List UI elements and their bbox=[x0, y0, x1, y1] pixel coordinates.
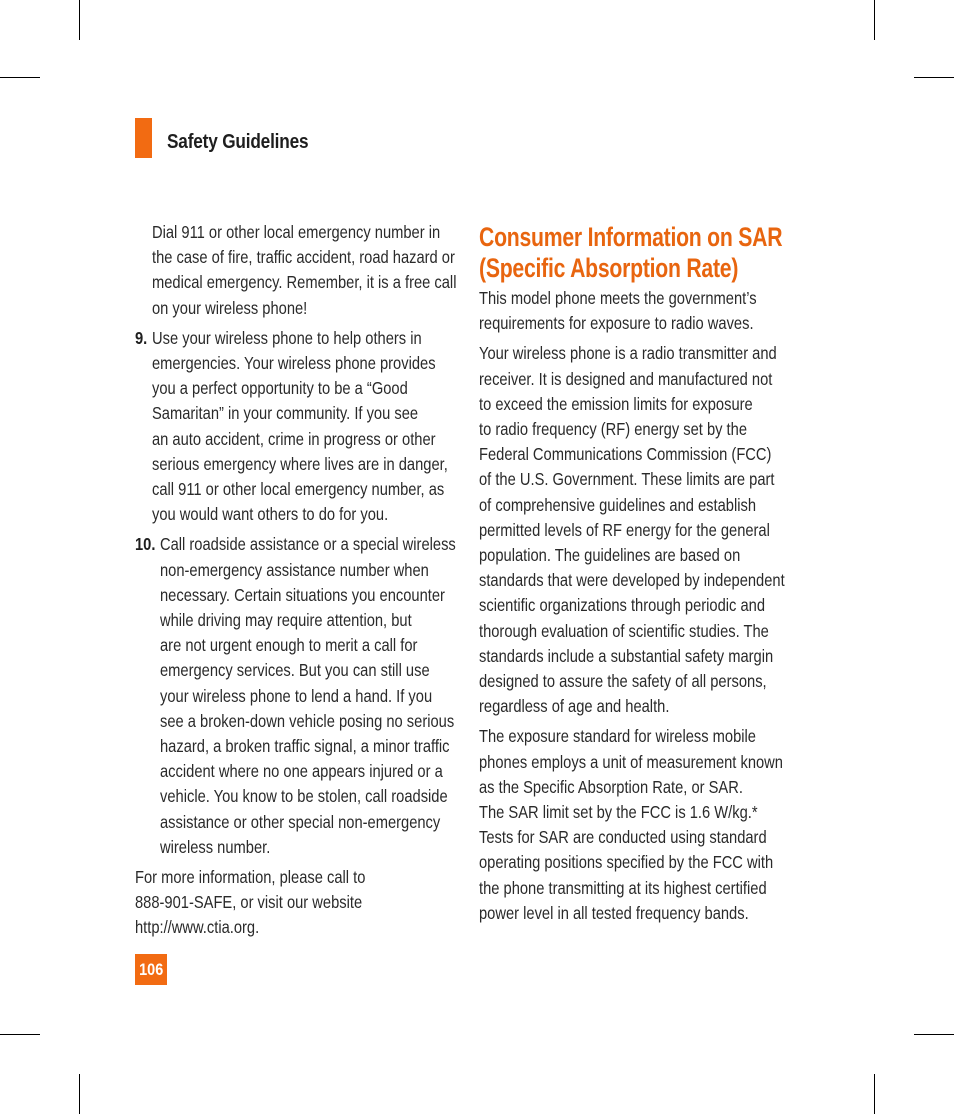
text-line: the case of fire, traffic accident, road hazard or bbox=[152, 247, 455, 268]
text-line: The SAR limit set by the FCC is 1.6 W/kg.* bbox=[479, 802, 758, 823]
text-line: scientific organizations through periodic and bbox=[479, 595, 766, 616]
text-line: requirements for exposure to radio waves. bbox=[479, 313, 754, 334]
text-line: to radio frequency (RF) energy set by the bbox=[479, 419, 747, 440]
item-number: 10. bbox=[135, 534, 156, 555]
text-line: thorough evaluation of scientific studies. The bbox=[479, 620, 769, 641]
right-column bbox=[479, 222, 809, 931]
list-item-10 bbox=[135, 532, 465, 860]
text-line: your wireless phone to lend a hand. If you bbox=[160, 685, 433, 706]
text-line: regardless of age and health. bbox=[479, 696, 670, 717]
text-line: you a perfect opportunity to be a “Good bbox=[152, 378, 408, 399]
text-line: wireless number. bbox=[160, 836, 271, 857]
sar-paragraph-2 bbox=[479, 341, 809, 719]
crop-mark bbox=[874, 0, 875, 40]
text-line: receiver. It is designed and manufactured not bbox=[479, 368, 773, 389]
section-title: Safety Guidelines bbox=[167, 131, 309, 153]
text-line: an auto accident, crime in progress or other bbox=[152, 428, 436, 449]
footer-paragraph bbox=[135, 865, 465, 941]
text-line: emergency services. But you can still use bbox=[160, 660, 430, 681]
heading-line: (Specific Absorption Rate) bbox=[479, 253, 739, 283]
header-accent-bar bbox=[135, 118, 152, 158]
heading-line: Consumer Information on SAR bbox=[479, 222, 783, 252]
text-line: For more information, please call to bbox=[135, 867, 366, 888]
text-line: designed to assure the safety of all persons, bbox=[479, 671, 767, 692]
text-line: accident where no one appears injured or a bbox=[160, 761, 443, 782]
text-line: as the Specific Absorption Rate, or SAR. bbox=[479, 776, 743, 797]
text-line: are not urgent enough to merit a call for bbox=[160, 635, 418, 656]
text-line: of comprehensive guidelines and establish bbox=[479, 494, 757, 515]
text-line: The exposure standard for wireless mobile bbox=[479, 726, 756, 747]
text-line: non-emergency assistance number when bbox=[160, 559, 429, 580]
crop-mark bbox=[0, 77, 40, 78]
left-column bbox=[135, 220, 465, 946]
text-line: population. The guidelines are based on bbox=[479, 545, 741, 566]
text-line: the phone transmitting at its highest certified bbox=[479, 877, 767, 898]
text-line: vehicle. You know to be stolen, call roadside bbox=[160, 786, 448, 807]
text-line: phones employs a unit of measurement known bbox=[479, 751, 783, 772]
item-number: 9. bbox=[135, 327, 148, 348]
text-line: Samaritan” in your community. If you see bbox=[152, 403, 419, 424]
crop-mark bbox=[874, 1074, 875, 1114]
text-line: permitted levels of RF energy for the general bbox=[479, 519, 770, 540]
text-line: you would want others to do for you. bbox=[152, 504, 389, 525]
text-line: 888-901-SAFE, or visit our website bbox=[135, 892, 363, 913]
text-line: necessary. Certain situations you encounter bbox=[160, 584, 445, 605]
crop-mark bbox=[79, 1074, 80, 1114]
text-line: Tests for SAR are conducted using standard bbox=[479, 827, 767, 848]
intro-paragraph bbox=[135, 220, 465, 321]
sar-paragraph-3 bbox=[479, 724, 809, 926]
page-number-badge bbox=[135, 954, 167, 985]
sar-paragraph-1 bbox=[479, 286, 809, 336]
text-line: see a broken-down vehicle posing no serious bbox=[160, 710, 455, 731]
text-line: to exceed the emission limits for exposure bbox=[479, 393, 753, 414]
text-line: Call roadside assistance or a special wireless bbox=[160, 534, 456, 555]
text-line: emergencies. Your wireless phone provides bbox=[152, 353, 436, 374]
text-line: Your wireless phone is a radio transmitter and bbox=[479, 343, 777, 364]
text-line: standards that were developed by independent bbox=[479, 570, 785, 591]
crop-mark bbox=[0, 1034, 40, 1035]
text-line: Use your wireless phone to help others in bbox=[152, 327, 422, 348]
text-line: hazard, a broken traffic signal, a minor traffic bbox=[160, 736, 450, 757]
website-link[interactable]: http://www.ctia.org. bbox=[135, 917, 260, 938]
sar-heading bbox=[479, 222, 809, 284]
crop-mark bbox=[79, 0, 80, 40]
crop-mark bbox=[914, 1034, 954, 1035]
text-line: on your wireless phone! bbox=[152, 297, 308, 318]
text-line: standards include a substantial safety margin bbox=[479, 645, 774, 666]
text-line: call 911 or other local emergency number, as bbox=[152, 479, 445, 500]
page-number: 106 bbox=[138, 959, 164, 979]
text-line: while driving may require attention, but bbox=[160, 610, 412, 631]
text-line: medical emergency. Remember, it is a free call bbox=[152, 272, 457, 293]
text-line: assistance or other special non-emergency bbox=[160, 811, 441, 832]
text-line: power level in all tested frequency bands. bbox=[479, 902, 749, 923]
text-line: operating positions specified by the FCC with bbox=[479, 852, 774, 873]
crop-mark bbox=[914, 77, 954, 78]
text-line: serious emergency where lives are in danger, bbox=[152, 453, 448, 474]
text-line: of the U.S. Government. These limits are part bbox=[479, 469, 775, 490]
text-line: Dial 911 or other local emergency number in bbox=[152, 222, 441, 242]
list-item-9 bbox=[135, 326, 465, 528]
text-line: Federal Communications Commission (FCC) bbox=[479, 444, 772, 465]
text-line: This model phone meets the government’s bbox=[479, 288, 757, 308]
